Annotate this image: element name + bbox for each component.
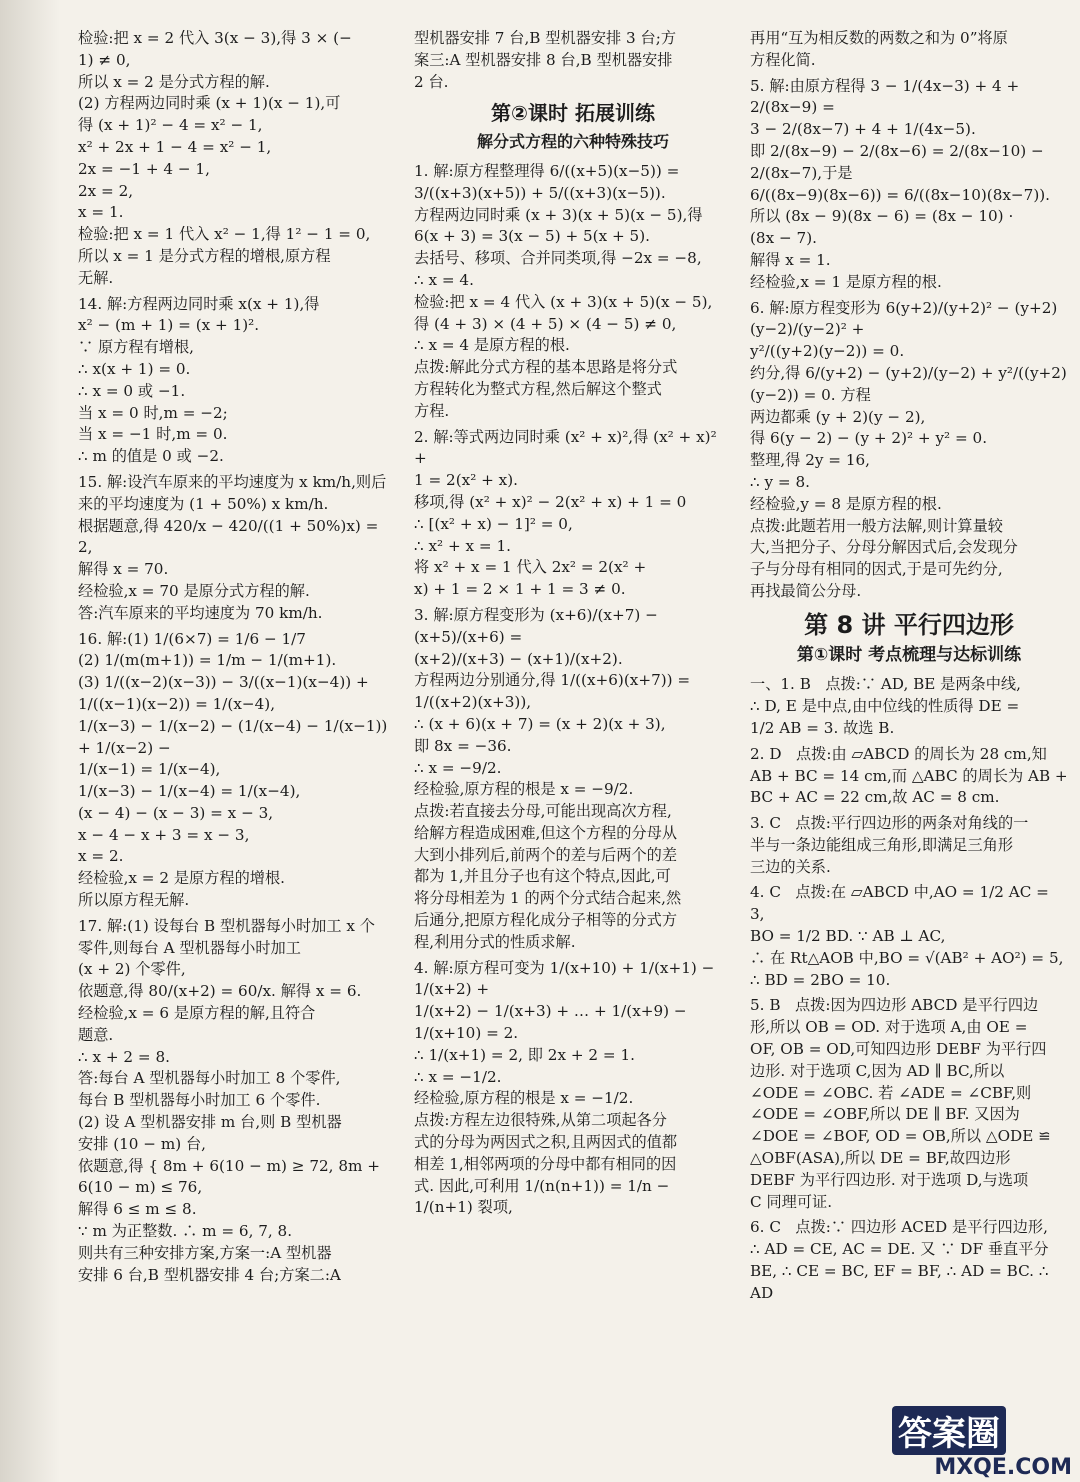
text-line: 大到小排列后,前两个的差与后两个的差 [414, 845, 678, 864]
text-line: 得 (x + 1)² − 4 = x² − 1, [78, 116, 263, 135]
text-line: 答:汽车原来的平均速度为 70 km/h. [78, 603, 323, 622]
techniques-subtitle: 解分式方程的六种特殊技巧 [476, 132, 669, 152]
text-line: ∴ m 的值是 0 或 −2. [78, 447, 224, 466]
text-line: ∴ (x + 6)(x + 7) = (x + 2)(x + 3), [414, 714, 666, 733]
text-line: ∠ODE = ∠OBF,所以 DE ∥ BF. 又因为 [750, 1105, 1020, 1124]
text-line: 经检验,原方程的根是 x = −9/2. [414, 780, 634, 799]
text-line: (2) 设 A 型机器安排 m 台,则 B 型机器 [78, 1113, 342, 1132]
text-line: ∠DOE = ∠BOF, OD = OB,所以 △ODE ≌ [750, 1127, 1051, 1146]
text-line: 1) ≠ 0, [78, 50, 131, 69]
text-line: ∴ 在 Rt△AOB 中,BO = √(AB² + AO²) = 5, [750, 948, 1064, 967]
text-line: 安排 (10 − m) 台, [78, 1134, 207, 1153]
text-line: 1/((x−1)(x−2)) = 1/(x−4), [78, 694, 276, 713]
text-line: 经检验,x = 70 是原分式方程的解. [78, 581, 310, 600]
text-line: ∴ y = 8. [750, 472, 810, 491]
watermark-cn: 答案圈 [892, 1406, 1006, 1455]
text-line: BC + AC = 22 cm,故 AC = 8 cm. [750, 788, 1000, 807]
text-line: ∴ x² + x = 1. [414, 536, 511, 555]
text-line: 所以 x = 2 是分式方程的解. [78, 72, 270, 91]
text-line: 安排 6 台,B 型机器安排 4 台;方案二:A [78, 1265, 341, 1284]
text-line: ∴ [(x² + x) − 1]² = 0, [414, 514, 573, 533]
text-line: x) + 1 = 2 × 1 + 1 = 3 ≠ 0. [414, 580, 626, 599]
text-line: 4. 解:原方程可变为 1/(x+10) + 1/(x+1) − 1/(x+2) + [414, 958, 720, 999]
text-line: y²/((y+2)(y−2)) = 0. [750, 342, 905, 361]
text-line: 3. 解:原方程变形为 (x+6)/(x+7) − (x+5)/(x+6) = [414, 605, 663, 646]
text-line: 都为 1,并且分子也有这个特点,因此,可 [414, 867, 671, 886]
text-line: (8x − 7). [750, 229, 817, 248]
text-line: 依题意,得 80/(x+2) = 60/x. 解得 x = 6. [78, 982, 362, 1001]
binding-shadow [0, 0, 60, 1482]
text-line: 解得 x = 1. [750, 250, 831, 269]
text-line: AB + BC = 14 cm,而 △ABC 的周长为 AB + [750, 766, 1068, 785]
text-line: 方程转化为整式方程,然后解这个整式 [414, 379, 662, 398]
text-line: x² + 2x + 1 − 4 = x² − 1, [78, 137, 272, 156]
text-line: 式的分母为两因式之积,且两因式的值都 [414, 1133, 678, 1152]
text-line: (2) 方程两边同时乘 (x + 1)(x − 1),可 [78, 94, 341, 113]
text-line: 去括号、移项、合并同类项,得 −2x = −8, [414, 249, 702, 268]
site-watermark-logo [892, 1406, 1072, 1480]
text-line: 检验:把 x = 1 代入 x² − 1,得 1² − 1 = 0, [78, 225, 371, 244]
text-line: 无解. [78, 268, 114, 287]
text-line: 一、1. B 点拨:∵ AD, BE 是两条中线, [750, 675, 1021, 694]
text-line: 方程两边同时乘 (x + 3)(x + 5)(x − 5),得 [414, 205, 703, 224]
text-line: 边形. 对于选项 C,因为 AD ∥ BC,所以 [750, 1061, 1005, 1080]
text-line: 即 8x = −36. [414, 736, 512, 755]
text-line: 检验:把 x = 2 代入 3(x − 3),得 3 × (− [78, 29, 352, 47]
text-line: ∠ODE = ∠OBC. 若 ∠ADE = ∠CBF,则 [750, 1083, 1032, 1102]
text-line: 经检验,x = 2 是原方程的增根. [78, 869, 285, 888]
text-line: 再找最简公分母. [750, 581, 862, 600]
text-line: 2. D 点拨:由 ▱ABCD 的周长为 28 cm,知 [750, 744, 1047, 763]
text-line: 1/(x−3) − 1/(x−4) = 1/(x−4), [78, 782, 301, 801]
text-line: 2 台. [414, 72, 449, 91]
text-line: OF, OB = OD,可知四边形 DEBF 为平行四 [750, 1040, 1047, 1059]
text-line: 题意. [78, 1025, 114, 1044]
text-line: 6. C 点拨:∵ 四边形 ACED 是平行四边形, [750, 1218, 1048, 1237]
text-line: C 同理可证. [750, 1192, 833, 1211]
text-line: 2. 解:等式两边同时乘 (x² + x)²,得 (x² + x)² + [414, 427, 722, 468]
text-line: 1/(x−1) = 1/(x−4), [78, 760, 221, 779]
text-line: ∵ m 为正整数. ∴ m = 6, 7, 8. [78, 1222, 293, 1241]
text-line: 相差 1,相邻两项的分母中都有相同的因 [414, 1154, 677, 1173]
text-line: 移项,得 (x² + x)² − 2(x² + x) + 1 = 0 [414, 492, 687, 511]
text-line: 检验:把 x = 4 代入 (x + 3)(x + 5)(x − 5), [414, 292, 713, 311]
text-line: (x + 2) 个零件, [78, 960, 186, 979]
text-line: 点拨:此题若用一般方法解,则计算量较 [750, 516, 1003, 535]
text-line: 1 = 2(x² + x). [414, 471, 518, 490]
text-line: (3) 1/((x−2)(x−3)) − 3/((x−1)(x−4)) + [78, 673, 369, 692]
text-line: 则共有三种安排方案,方案一:A 型机器 [78, 1243, 332, 1262]
text-line: ∴ x = 4. [414, 270, 474, 289]
text-line: 式. 因此,可利用 1/(n(n+1)) = 1/n − 1/(n+1) 裂项, [414, 1176, 675, 1217]
text-line: 得 (4 + 3) × (4 + 5) × (4 − 5) ≠ 0, [414, 314, 677, 333]
text-line: (x − 4) − (x − 3) = x − 3, [78, 803, 274, 822]
text-line: ∴ BD = 2BO = 10. [750, 970, 891, 989]
text-line: 经检验,x = 1 是原方程的根. [750, 272, 942, 291]
text-line: 每台 B 型机器每小时加工 6 个零件. [78, 1091, 321, 1110]
text-line: 方程化简. [750, 50, 816, 69]
text-line: 来的平均速度为 (1 + 50%) x km/h. [78, 494, 329, 513]
text-line: 1/((x+2)(x+3)), [414, 693, 532, 712]
text-line: 解得 6 ≤ m ≤ 8. [78, 1200, 197, 1219]
text-line: 点拨:若直接去分母,可能出现高次方程, [414, 802, 672, 821]
text-line: 点拨:解此分式方程的基本思路是将分式 [414, 358, 678, 377]
text-line: 17. 解:(1) 设每台 B 型机器每小时加工 x 个 [78, 916, 375, 935]
text-line: 根据题意,得 420/x − 420/((1 + 50%)x) = 2, [78, 516, 384, 557]
text-line: ∴ 1/(x+1) = 2, 即 2x + 2 = 1. [414, 1045, 635, 1064]
text-line: 大,当把分子、分母分解因式后,会发现分 [750, 538, 1018, 557]
text-line: 案三:A 型机器安排 8 台,B 型机器安排 [414, 50, 673, 69]
text-line: x − 4 − x + 3 = x − 3, [78, 825, 250, 844]
column-right [750, 28, 1068, 1458]
text-line: ∴ x + 2 = 8. [78, 1047, 170, 1066]
text-line: 6. 解:原方程变形为 6(y+2)/(y+2)² − (y+2)(y−2)/(y−2)² + [750, 298, 1058, 339]
text-line: 3. C 点拨:平行四边形的两条对角线的一 [750, 814, 1029, 833]
text-line: 4. C 点拨:在 ▱ABCD 中,AO = 1/2 AC = 3, [750, 883, 1054, 924]
text-line: 型机器安排 7 台,B 型机器安排 3 台;方 [414, 29, 677, 47]
text-line: ∴ x = −9/2. [414, 758, 502, 777]
text-line: 两边都乘 (y + 2)(y − 2), [750, 407, 926, 426]
text-line: 经检验,原方程的根是 x = −1/2. [414, 1089, 634, 1108]
text-line: 经检验,y = 8 是原方程的根. [750, 494, 942, 513]
text-line: x = 2. [78, 847, 124, 866]
text-line: 1/(x−3) − 1/(x−2) − (1/(x−4) − 1/(x−1)) + 1/(x−2) − [78, 716, 393, 757]
text-line: 6/((8x−9)(8x−6)) = 6/((8x−10)(8x−7)). [750, 185, 1050, 204]
text-line: 16. 解:(1) 1/(6×7) = 1/6 − 1/7 [78, 629, 306, 648]
text-line: 1/(x+2) − 1/(x+3) + … + 1/(x+9) − 1/(x+10) = 2. [414, 1002, 692, 1043]
text-line: 零件,则每台 A 型机器每小时加工 [78, 938, 301, 957]
text-line: 答:每台 A 型机器每小时加工 8 个零件, [78, 1069, 341, 1088]
column-left [78, 28, 396, 1458]
text-line: x = 1. [78, 203, 124, 222]
text-line: ∴ x = 4 是原方程的根. [414, 336, 570, 355]
text-line: 程,利用分式的性质求解. [414, 932, 576, 951]
text-line: x² − (m + 1) = (x + 1)². [78, 316, 260, 335]
text-line: 约分,得 6/(y+2) − (y+2)/(y−2) + y²/((y+2)(y−2)) = 0. 方程 [750, 363, 1067, 404]
text-line: 三边的关系. [750, 857, 831, 876]
text-line: 所以原方程无解. [78, 891, 190, 910]
text-line: 后通分,把原方程化成分子相等的分式方 [414, 911, 678, 930]
text-line: 依题意,得 { 8m + 6(10 − m) ≥ 72, 8m + 6(10 − m) ≤ 76, [78, 1156, 385, 1197]
text-line: 得 6(y − 2) − (y + 2)² + y² = 0. [750, 429, 988, 448]
text-line: ∴ x = −1/2. [414, 1067, 502, 1086]
text-line: (x+2)/(x+3) − (x+1)/(x+2). [414, 649, 623, 668]
chapter-8-title: 第 8 讲 平行四边形 [804, 610, 1014, 639]
text-line: 15. 解:设汽车原来的平均速度为 x km/h,则后 [78, 472, 387, 491]
watermark-url: MXQE.COM [934, 1455, 1072, 1480]
text-line: 半与一条边能组成三角形,即满足三角形 [750, 835, 1014, 854]
text-line: 5. B 点拨:因为四边形 ABCD 是平行四边 [750, 996, 1039, 1015]
text-line: 点拨:方程左边很特殊,从第二项起各分 [414, 1111, 667, 1130]
text-line: 6(x + 3) = 3(x − 5) + 5(x + 5). [414, 227, 650, 246]
text-line: (2) 1/(m(m+1)) = 1/m − 1/(m+1). [78, 651, 337, 670]
text-line: 3/((x+3)(x+5)) + 5/((x+3)(x−5)). [414, 183, 666, 202]
text-line: 方程. [414, 401, 450, 420]
text-line: 14. 解:方程两边同时乘 x(x + 1),得 [78, 294, 320, 313]
text-line: △OBF(ASA),所以 DE = BF,故四边形 [750, 1149, 1011, 1168]
text-line: 给解方程造成困难,但这个方程的分母从 [414, 823, 678, 842]
text-line: 即 2/(8x−9) − 2/(8x−6) = 2/(8x−10) − 2/(8x−7),于是 [750, 141, 1049, 182]
text-line: 解得 x = 70. [78, 560, 169, 579]
text-line: 再用“互为相反数的两数之和为 0”将原 [750, 29, 1008, 47]
text-line: 3 − 2/(8x−7) + 4 + 1/(4x−5). [750, 120, 976, 139]
text-line: ∴ D, E 是中点,由中位线的性质得 DE = [750, 697, 1020, 716]
text-line: 经检验,x = 6 是原方程的解,且符合 [78, 1004, 316, 1023]
text-line: BO = 1/2 BD. ∵ AB ⊥ AC, [750, 927, 946, 946]
text-line: 将 x² + x = 1 代入 2x² = 2(x² + [414, 558, 647, 577]
text-line: 当 x = 0 时,m = −2; [78, 403, 228, 422]
text-line: ∴ AD = CE, AC = DE. 又 ∵ DF 垂直平分 [750, 1240, 1049, 1259]
text-line: 方程两边分别通分,得 1/((x+6)(x+7)) = [414, 671, 691, 690]
text-line: BE, ∴ CE = BC, EF = BF, ∴ AD = BC. ∴ AD [750, 1262, 1054, 1302]
text-line: ∵ 原方程有增根, [78, 338, 194, 357]
text-line: 整理,得 2y = 16, [750, 451, 870, 470]
text-line: ∴ x(x + 1) = 0. [78, 359, 191, 378]
text-line: 当 x = −1 时,m = 0. [78, 425, 228, 444]
text-line: DEBF 为平行四边形. 对于选项 D,与选项 [750, 1170, 1029, 1189]
text-line: 5. 解:由原方程得 3 − 1/(4x−3) + 4 + 2/(8x−9) = [750, 76, 1025, 117]
text-line: 2x = −1 + 4 − 1, [78, 159, 210, 178]
text-line: 将分母相差为 1 的两个分式结合起来,然 [414, 889, 682, 908]
answer-page [78, 28, 1068, 1458]
text-line: 所以 (8x − 9)(8x − 6) = (8x − 10) · [750, 207, 1014, 226]
column-middle [414, 28, 732, 1458]
text-line: 1/2 AB = 3. 故选 B. [750, 718, 895, 737]
text-line: 所以 x = 1 是分式方程的增根,原方程 [78, 246, 331, 265]
text-line: 2x = 2, [78, 181, 134, 200]
text-line: 1. 解:原方程整理得 6/((x+5)(x−5)) = [414, 161, 680, 180]
lesson-1-title: 第①课时 考点梳理与达标训练 [796, 644, 1022, 665]
text-line: 形,所以 OB = OD. 对于选项 A,由 OE = [750, 1018, 1028, 1037]
text-line: 子与分母有相同的因式,于是可先约分, [750, 560, 1003, 579]
text-line: ∴ x = 0 或 −1. [78, 381, 186, 400]
lesson-2-title: 第②课时 拓展训练 [491, 101, 655, 126]
